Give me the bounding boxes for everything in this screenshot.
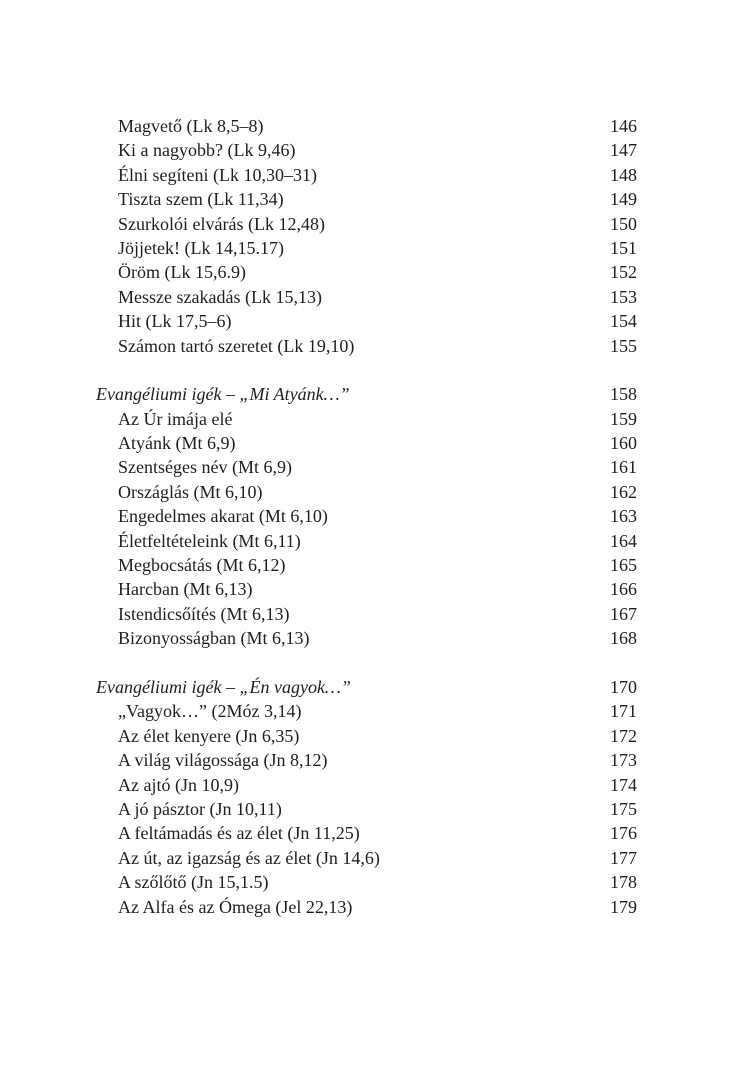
page-number: 177 [610, 847, 637, 868]
page-number: 172 [610, 725, 637, 746]
page-number: 168 [610, 628, 637, 649]
toc-entry-title: Engedelmes akarat (Mt 6,10) [118, 506, 328, 527]
page-number: 170 [610, 676, 637, 697]
toc-entry [96, 285, 637, 309]
page-number: 153 [610, 286, 637, 307]
page-number: 148 [610, 164, 637, 185]
toc-entry-title: Istendicsőítés (Mt 6,13) [118, 603, 290, 624]
toc-entry-title: A feltámadás és az élet (Jn 11,25) [118, 823, 360, 844]
toc-entry [96, 260, 637, 284]
toc-entry [96, 895, 637, 919]
toc-entry-title: Atyánk (Mt 6,9) [118, 433, 236, 454]
page-number: 150 [610, 213, 637, 234]
toc-entry [96, 187, 637, 211]
page-number: 147 [610, 140, 637, 161]
toc-entry-title: Az élet kenyere (Jn 6,35) [118, 725, 300, 746]
page-number: 165 [610, 555, 637, 576]
toc-entry [96, 699, 637, 723]
toc-entry-title: A világ világossága (Jn 8,12) [118, 750, 328, 771]
page-number: 151 [610, 237, 637, 258]
toc-entry [96, 529, 637, 553]
toc-entry-title: Országlás (Mt 6,10) [118, 481, 263, 502]
toc-entry-title: Ki a nagyobb? (Lk 9,46) [118, 140, 296, 161]
section-spacer [96, 358, 637, 382]
toc-entry [96, 431, 637, 455]
page-number: 154 [610, 311, 637, 332]
page-number: 171 [610, 701, 637, 722]
page-number: 178 [610, 872, 637, 893]
toc-entry [96, 114, 637, 138]
toc-entry-title: Öröm (Lk 15,6.9) [118, 262, 246, 283]
toc-entry-title: Az Úr imája elé [118, 408, 233, 429]
toc-entry-title: A szőlőtő (Jn 15,1.5) [118, 872, 269, 893]
page-number: 146 [610, 116, 637, 136]
toc-entry-title: Az út, az igazság és az élet (Jn 14,6) [118, 847, 380, 868]
page-number: 149 [610, 189, 637, 210]
page-number: 174 [610, 774, 637, 795]
toc-entry-title: Megbocsátás (Mt 6,12) [118, 555, 286, 576]
toc-entry [96, 846, 637, 870]
toc-entry [96, 504, 637, 528]
toc-entry [96, 773, 637, 797]
toc-entry [96, 748, 637, 772]
toc-entry-title: Tiszta szem (Lk 11,34) [118, 189, 284, 210]
toc-entry-title: Az ajtó (Jn 10,9) [118, 774, 239, 795]
toc-entry-title: „Vagyok…” (2Móz 3,14) [118, 701, 302, 722]
page-number: 176 [610, 823, 637, 844]
toc-entry-title: Harcban (Mt 6,13) [118, 579, 253, 600]
toc-entry [96, 724, 637, 748]
toc-entry [96, 163, 637, 187]
page-number: 161 [610, 457, 637, 478]
toc-entry-title: Hit (Lk 17,5–6) [118, 311, 232, 332]
section-spacer [96, 651, 637, 675]
page-number: 179 [610, 896, 637, 917]
toc-entry-title: Jöjjetek! (Lk 14,15.17) [118, 237, 284, 258]
toc-entry-title: Számon tartó szeretet (Lk 19,10) [118, 335, 355, 356]
toc-entry [96, 138, 637, 162]
section-heading [96, 675, 637, 699]
toc-entry-title: Élni segíteni (Lk 10,30–31) [118, 164, 317, 185]
section-heading [96, 382, 637, 406]
page-number: 158 [610, 384, 637, 405]
toc-entry [96, 602, 637, 626]
page-number: 162 [610, 481, 637, 502]
toc-entry-title: Bizonyosságban (Mt 6,13) [118, 628, 310, 649]
toc-entry-title: Szentséges név (Mt 6,9) [118, 457, 292, 478]
section-heading-title: Evangéliumi igék – „Mi Atyánk…” [96, 384, 350, 405]
page-number: 164 [610, 530, 637, 551]
toc-entry-title: Életfeltételeink (Mt 6,11) [118, 530, 301, 551]
toc-entry [96, 309, 637, 333]
toc-entry [96, 797, 637, 821]
page-number: 155 [610, 335, 637, 356]
page-number: 167 [610, 603, 637, 624]
toc-entry [96, 212, 637, 236]
toc-entry [96, 553, 637, 577]
toc-entry [96, 407, 637, 431]
page-number: 159 [610, 408, 637, 429]
toc-entry-title: Magvető (Lk 8,5–8) [118, 116, 264, 136]
toc-entry-title: Messze szakadás (Lk 15,13) [118, 286, 322, 307]
toc-entry-title: Az Alfa és az Ómega (Jel 22,13) [118, 896, 353, 917]
page-number: 163 [610, 506, 637, 527]
toc-entry [96, 870, 637, 894]
table-of-contents [96, 114, 637, 919]
toc-entry [96, 236, 637, 260]
section-heading-title: Evangéliumi igék – „Én vagyok…” [96, 676, 351, 697]
toc-entry [96, 821, 637, 845]
toc-entry-title: Szurkolói elvárás (Lk 12,48) [118, 213, 325, 234]
toc-entry [96, 480, 637, 504]
page-number: 175 [610, 798, 637, 819]
page-number: 160 [610, 433, 637, 454]
toc-entry [96, 577, 637, 601]
page-number: 173 [610, 750, 637, 771]
toc-entry [96, 626, 637, 650]
page-number: 152 [610, 262, 637, 283]
toc-entry [96, 334, 637, 358]
page-number: 166 [610, 579, 637, 600]
toc-entry [96, 455, 637, 479]
toc-entry-title: A jó pásztor (Jn 10,11) [118, 798, 282, 819]
